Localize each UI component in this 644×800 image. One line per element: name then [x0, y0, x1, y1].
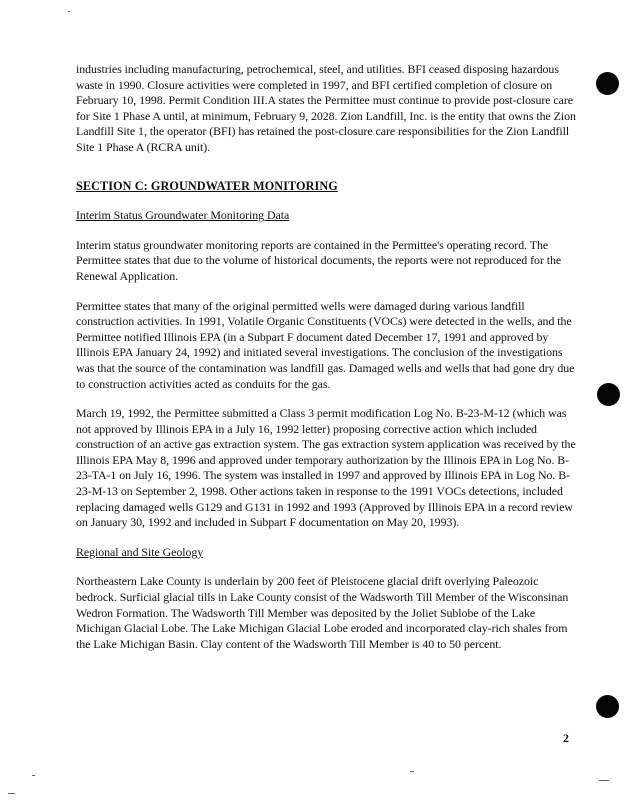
page-number: 2: [563, 731, 569, 745]
punch-hole-middle: [597, 383, 620, 406]
intro-paragraph: industries including manufacturing, petrochemical, steel, and utilities. BFI ceased disposing hazardous waste in 1990. Closure activities were completed in 1997, and BFI certified completion of closure on February 10, 1998. Permit Condition III.A states the Permittee must continue to provide post-closure care for Site 1 Phase A until, at minimum, February 9, 2028. Zion Landfill, Inc. is the entity that owns the Zion Landfill Site 1, the operator (BFI) has retained the post-closure care responsibilities for the Zion Landfill Site 1 Phase A (RCRA unit).: [76, 62, 576, 154]
scan-speck: [410, 771, 414, 772]
paragraph-damaged-wells: Permittee states that many of the original permitted wells were damaged during various landfill construction activities. In 1991, Volatile Organic Constituents (VOCs) were detected in the wells, and the Permittee notified Illinois EPA (in a Subpart F document dated December 17, 1991 and approved by Illinois EPA January 24, 1992) and initiated several investigations. The conclusion of the investigations was that the source of the contamination was landfill gas. Damaged wells and wells that had gone dry due to construction activities acted as conduits for the gas.: [76, 298, 575, 391]
paragraph-interim-reports: Interim status groundwater monitoring reports are contained in the Permittee's operating record. The Permittee states that due to the volume of historical documents, the reports were not reproduced for the Renewal Application.: [76, 237, 562, 283]
scan-speck: [32, 775, 35, 776]
scan-speck: [599, 780, 609, 781]
subheading-interim-status: Interim Status Groundwater Monitoring Data: [76, 208, 290, 223]
page-body: [76, 62, 576, 652]
paragraph-permit-modification: March 19, 1992, the Permittee submitted a Class 3 permit modification Log No. B-23-M-12 (which was not approved by Illinois EPA in a July 16, 1992 letter) proposing corrective action which included construction of an active gas extraction system. The gas extraction system application was received by the Illinois EPA May 8, 1996 and approved under temporary authorization by the Illinois EPA in Log No. B-23-TA-1 on July 16, 1996. The system was installed in 1997 and approved by Illinois EPA in Log No. B-23-M-13 on September 2, 1998. Other actions taken in response to the 1991 VOCs detections, included replacing damaged wells G129 and G131 in 1992 and 1993 (Approved by Illinois EPA in a record review on January 30, 1992 and included in Subpart F documentation on May 20, 1993).: [76, 406, 576, 530]
subheading-geology: Regional and Site Geology: [76, 544, 204, 559]
paragraph-geology: Northeastern Lake County is underlain by 200 feet of Pleistocene glacial drift overlying Paleozoic bedrock. Surficial glacial tills in Lake County consist of the Wadsworth Till Member of the Wisconsinan Wedron Formation. The Wadsworth Till Member was deposited by the Joliet Sublobe of the Lake Michigan Glacial Lobe. The Lake Michigan Glacial Lobe eroded and incorporated clay-rich shales from the Lake Michigan Basin. Clay content of the Wadsworth Till Member is 40 to 50 percent.: [76, 574, 569, 651]
section-heading: SECTION C: GROUNDWATER MONITORING: [76, 178, 338, 193]
scan-speck: [68, 11, 70, 12]
punch-hole-bottom: [596, 695, 619, 718]
scan-speck: [8, 793, 15, 794]
punch-hole-top: [596, 72, 619, 95]
